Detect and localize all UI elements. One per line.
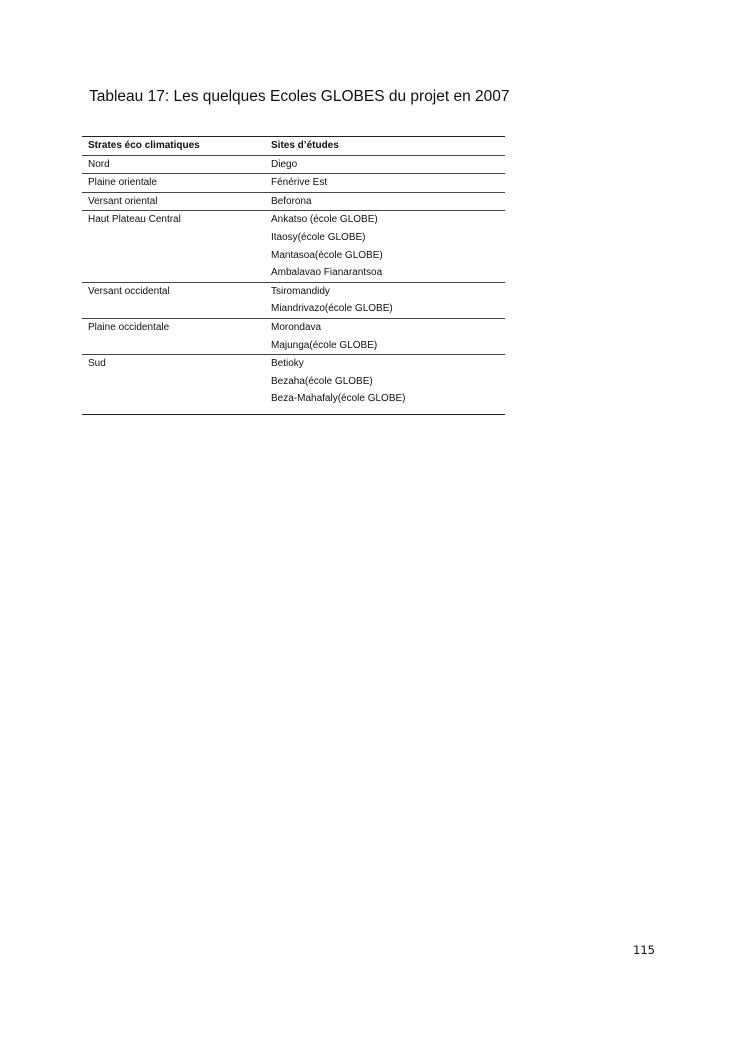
site-item: Betioky	[271, 358, 304, 370]
site-item: Diego	[271, 158, 298, 170]
table-row	[82, 355, 505, 414]
sites-cell	[271, 174, 505, 192]
sites-cell	[271, 156, 505, 174]
strate-cell: Nord	[88, 158, 110, 170]
site-item: Ambalavao Fianarantsoa	[271, 267, 383, 279]
site-item: Majunga(école GLOBE)	[271, 339, 378, 351]
site-item: Beforona	[271, 195, 312, 207]
strate-cell: Versant occidental	[88, 285, 170, 297]
site-item: Bezaha(école GLOBE)	[271, 375, 373, 387]
sites-cell	[271, 355, 505, 408]
strate-cell: Haut Plateau Central	[88, 214, 181, 226]
site-item: Morondava	[271, 321, 322, 333]
site-item: Fénérive Est	[271, 177, 328, 189]
strate-cell: Plaine orientale	[88, 177, 157, 189]
table-row	[82, 156, 505, 175]
strate-cell: Sud	[88, 358, 106, 370]
header-strates: Strates éco climatiques	[88, 140, 200, 151]
strate-cell: Plaine occidentale	[88, 321, 170, 333]
sites-cell	[271, 193, 505, 211]
site-item: Beza-Mahafaly(école GLOBE)	[271, 393, 406, 405]
sites-cell	[271, 283, 505, 318]
table-row	[82, 174, 505, 193]
table-row	[82, 211, 505, 282]
table-row	[82, 283, 505, 319]
table-row	[82, 193, 505, 212]
site-item: Tsiromandidy	[271, 285, 330, 297]
page-number: 115	[633, 943, 655, 957]
site-item: Itaosy(école GLOBE)	[271, 231, 366, 243]
sites-cell	[271, 211, 505, 281]
site-item: Ankatso (école GLOBE)	[271, 214, 378, 226]
sites-cell	[271, 319, 505, 354]
table-caption: Tableau 17: Les quelques Ecoles GLOBES du projet en 2007	[89, 88, 510, 105]
globe-schools-table	[82, 136, 505, 415]
site-item: Mantasoa(école GLOBE)	[271, 249, 383, 261]
site-item: Miandrivazo(école GLOBE)	[271, 303, 393, 315]
strate-cell: Versant oriental	[88, 195, 158, 207]
table-row	[82, 319, 505, 355]
table-header-row	[82, 137, 505, 156]
header-sites: Sites d’études	[271, 140, 339, 151]
